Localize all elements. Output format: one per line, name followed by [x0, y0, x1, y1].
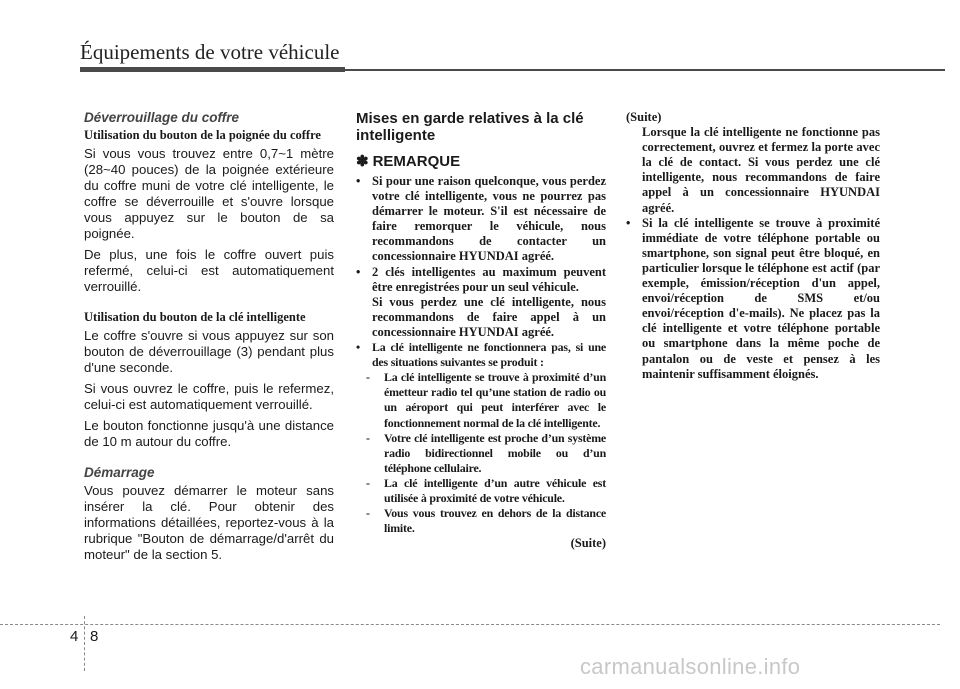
list-item: • La clé intelligente ne fonctionnera pas, si une des situations suivantes se produit : [356, 340, 606, 370]
page-number-divider [84, 616, 85, 671]
list-item-continuation: Si vous perdez une clé intelligente, nous recommandons de faire appel à un concessionnaire HYUNDAI agréé. [372, 294, 606, 339]
column-right [626, 110, 880, 382]
header-rule [345, 69, 945, 71]
bullet-icon: • [356, 174, 361, 188]
watermark: carmanualsonline.info [580, 654, 801, 679]
bullet-icon: • [356, 340, 360, 355]
continued-label: (Suite) [626, 110, 662, 124]
note-label: REMARQUE [372, 153, 461, 170]
subheading-handle-button: Utilisation du bouton de la poignée du coffre [84, 128, 321, 142]
paragraph: Si vous ouvrez le coffre, puis le refermez, celui-ci est automatiquement verrouillé. [84, 381, 334, 412]
paragraph: Le coffre s'ouvre si vous appuyez sur son bouton de déverrouillage (3) pendant plus d'une seconde. [84, 328, 334, 375]
dash-icon: - [366, 475, 370, 490]
continuation-paragraph: Lorsque la clé intelligente ne fonctionne pas correctement, ouvrez et fermez la porte avec la clé de contact. Si vous perdez une clé intelligente, nous recommandons de faire appel à un concessionnaire HYUNDAI agréé. [642, 125, 880, 215]
bullet-icon: • [626, 215, 631, 230]
footer-divider [0, 624, 940, 625]
list-item: • 2 clés intelligentes au maximum peuvent être enregistrées pour un seul véhicule. [356, 264, 606, 294]
dash-icon: - [366, 506, 370, 521]
list-item: • Si la clé intelligente se trouve à proximité immédiate de votre téléphone portable ou smartphone, son signal peut être bloqué, en particulier lorsque le téléphone est actif (par exemple, émission/réception d'un appel, envoi/réception de SMS et/ou envoi/réception d'e-mails). Ne placez pas la clé intelligente et votre téléphone portable ou smartphone dans la même poche de pantalon ou de veste et pensez à les maintenir suffisamment éloignés. [626, 215, 880, 381]
dash-icon: - [366, 430, 370, 445]
list-item: • Si pour une raison quelconque, vous perdez votre clé intelligente, vous ne pourrez pas démarrer le moteur. S'il est nécessaire de faire remorquer le véhicule, nous recommandons de contacter un concessionnaire HYUNDAI agréé. [356, 174, 606, 264]
page-number: 8 [90, 628, 99, 645]
star-icon: ✽ [356, 153, 369, 170]
paragraph: De plus, une fois le coffre ouvert puis refermé, celui-ci est automatiquement verrouillé. [84, 247, 334, 294]
section-title-smart-key-warnings: Mises en garde relatives à la clé intelligente [356, 110, 584, 144]
column-left [84, 110, 334, 568]
header-bar [80, 67, 345, 72]
sub-list-item: - La clé intelligente se trouve à proximité d’un émetteur radio tel qu’une station de radio ou un aéroport qui peut interférer avec le fonctionnement normal de la clé intelligente. [366, 370, 606, 430]
sub-list-item: - La clé intelligente d’un autre véhicule est utilisée à proximité de votre véhicule. [366, 475, 606, 505]
note-heading [356, 152, 606, 170]
section-heading-start: Démarrage [84, 465, 155, 480]
sub-list-item: - Vous vous trouvez en dehors de la distance limite. [366, 506, 606, 536]
sub-list-item: - Votre clé intelligente est proche d’un système radio bidirectionnel mobile ou d’un téléphone cellulaire. [366, 430, 606, 475]
paragraph: Le bouton fonctionne jusqu'à une distance de 10 m autour du coffre. [84, 418, 334, 449]
section-number: 4 [70, 628, 79, 645]
subheading-key-button: Utilisation du bouton de la clé intelligente [84, 310, 306, 324]
section-heading-trunk-unlock: Déverrouillage du coffre [84, 110, 240, 125]
paragraph: Si vous vous trouvez entre 0,7~1 mètre (28~40 pouces) de la poignée extérieure du coffre muni de votre clé intelligente, le coffre se déverrouille et s'ouvre lorsque vous appuyez sur le bouton de sa poignée. [84, 146, 334, 241]
page-header-title: Équipements de votre véhicule [80, 40, 340, 64]
paragraph: Vous pouvez démarrer le moteur sans insérer la clé. Pour obtenir des informations détaillées, reportez-vous à la rubrique "Bouton de démarrage/d'arrêt du moteur" de la section 5. [84, 483, 334, 562]
dash-icon: - [366, 370, 370, 385]
column-middle [356, 110, 606, 551]
continued-label: (Suite) [570, 536, 606, 551]
bullet-icon: • [356, 264, 361, 279]
